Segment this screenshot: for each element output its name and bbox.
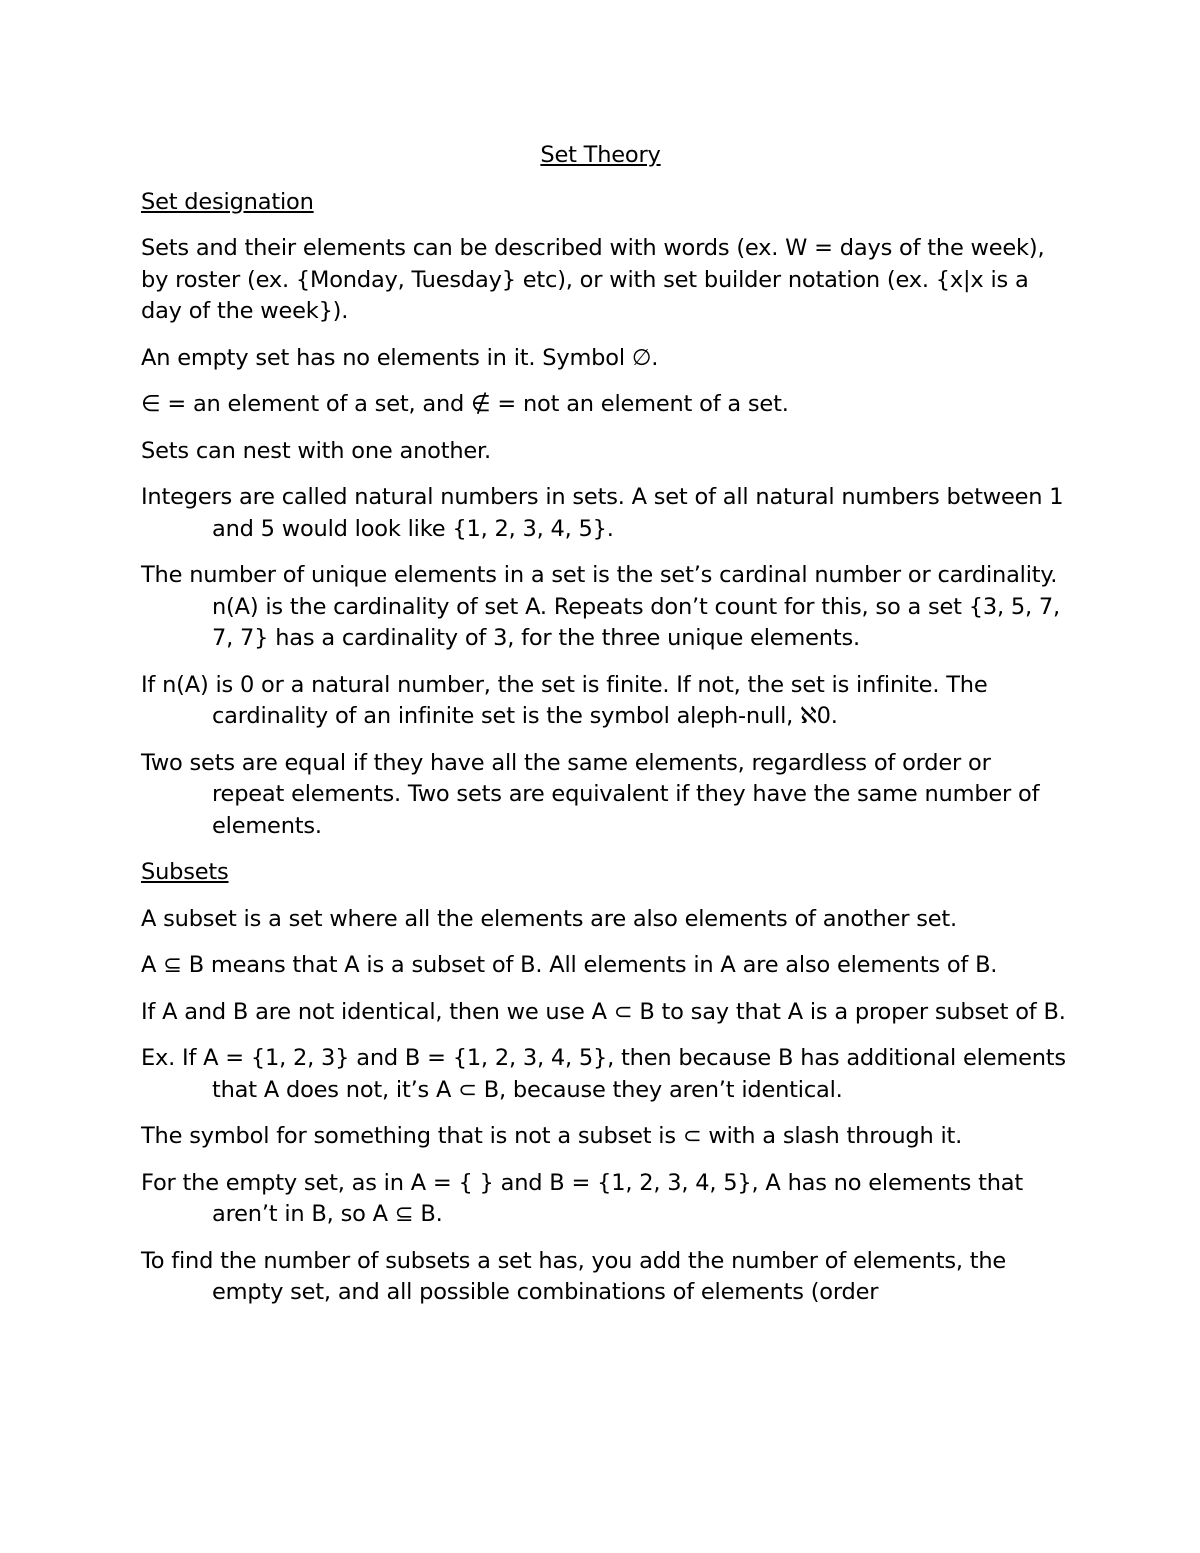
paragraph: A ⊆ B means that A is a subset of B. All elements in A are also elements of B. xyxy=(141,952,998,978)
paragraph: Ex. If A = {1, 2, 3} and B = {1, 2, 3, 4, 5}, then because B has additional elements that A does not, it’s A ⊂ B, because they aren’t identical. xyxy=(141,1045,1066,1103)
paragraph: Two sets are equal if they have all the same elements, regardless of order or repeat elements. Two sets are equivalent if they have the same number of elements. xyxy=(141,749,1040,839)
paragraph: If n(A) is 0 or a natural number, the set is finite. If not, the set is infinite. The cardinality of an infinite set is the symbol aleph-null, ℵ0. xyxy=(141,671,988,729)
paragraph: If A and B are not identical, then we use A ⊂ B to say that A is a proper subset of B. xyxy=(141,998,1066,1025)
paragraph: Integers are called natural numbers in sets. A set of all natural numbers between 1 and 5 would look like {1, 2, 3, 4, 5}. xyxy=(141,484,1064,542)
paragraph: The symbol for something that is not a subset is ⊂ with a slash through it. xyxy=(141,1123,963,1149)
paragraph: A subset is a set where all the elements are also elements of another set. xyxy=(141,905,957,932)
paragraph: Sets can nest with one another. xyxy=(141,437,491,464)
paragraph: Sets and their elements can be described with words (ex. W = days of the week), by roster (ex. {Monday, Tuesday} etc), or with set builder notation (ex. {x|x is a day of the week}). xyxy=(141,235,1045,324)
paragraph: The number of unique elements in a set is the set’s cardinal number or cardinality. n(A) is the cardinality of set A. Repeats don’t count for this, so a set {3, 5, 7, 7, 7} has a cardinality of 3, for the three unique elements. xyxy=(141,562,1060,651)
paragraph: For the empty set, as in A = { } and B = {1, 2, 3, 4, 5}, A has no elements that aren’t in B, so A ⊆ B. xyxy=(141,1169,1024,1227)
section-heading-set-designation: Set designation xyxy=(141,188,314,215)
document-body xyxy=(141,140,1066,1324)
paragraph: To find the number of subsets a set has, you add the number of elements, the empty set, and all possible combinations of elements (order xyxy=(141,1247,1007,1305)
page-title: Set Theory xyxy=(540,142,661,168)
section-heading-subsets: Subsets xyxy=(141,859,229,885)
paragraph: ∈ = an element of a set, and ∉ = not an element of a set. xyxy=(141,391,789,417)
paragraph: An empty set has no elements in it. Symbol ∅. xyxy=(141,344,659,371)
